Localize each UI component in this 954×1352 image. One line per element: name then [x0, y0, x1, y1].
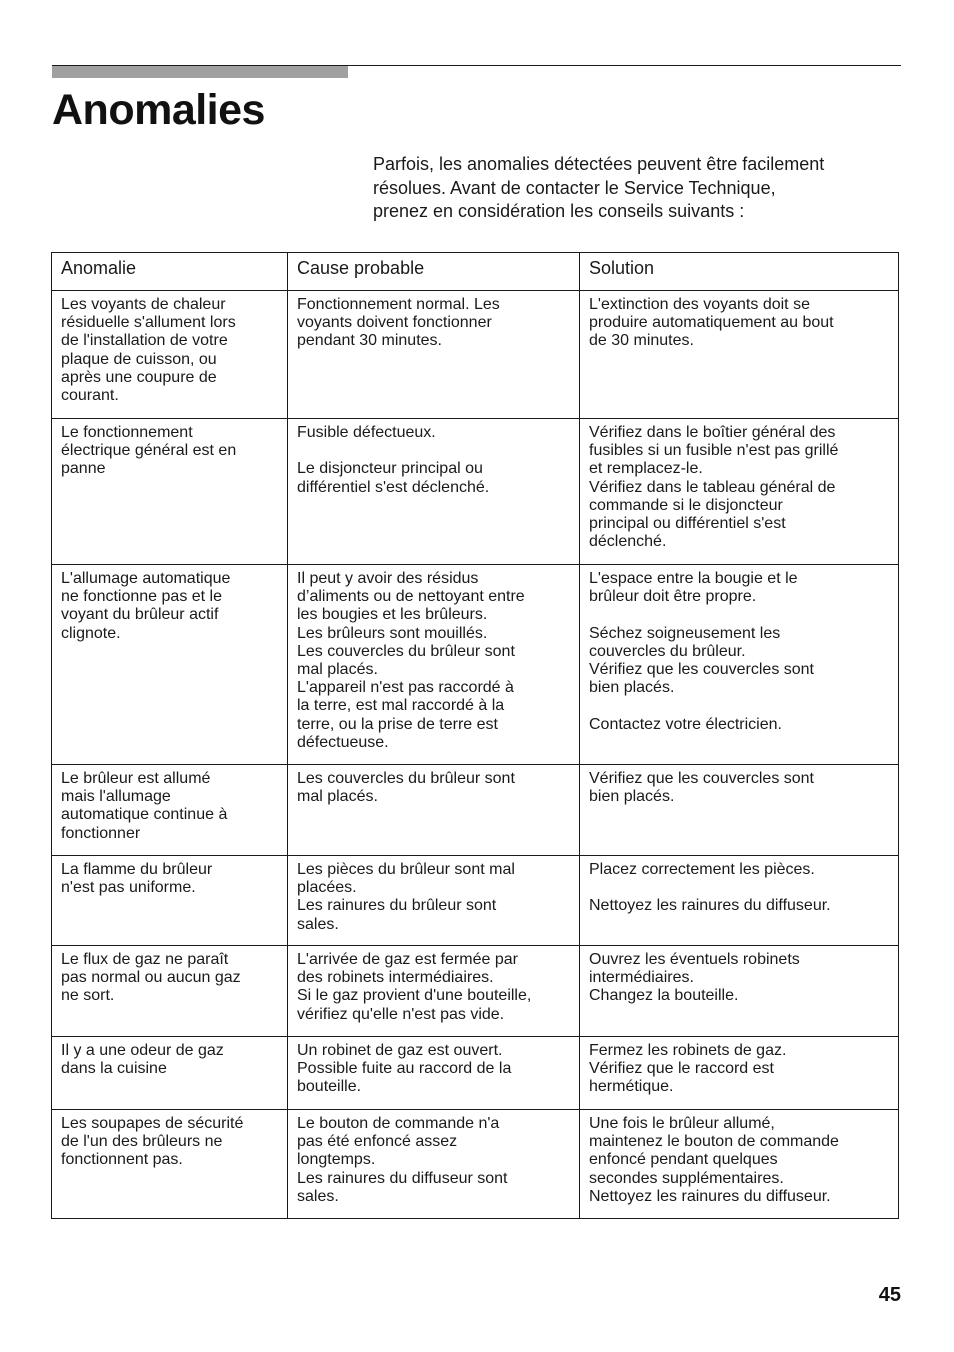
cell-solution: [580, 765, 899, 856]
cell-text-line: Une fois le brûleur allumé,: [589, 1115, 775, 1132]
cell-text-line: bien placés.: [589, 679, 675, 697]
cell-text-line: placées.: [297, 879, 357, 897]
cell-text-line: couvercles du brûleur.: [589, 642, 746, 660]
cell-text-line: Le bouton de commande n'a: [297, 1115, 500, 1132]
cell-text-line: L'allumage automatique: [61, 570, 231, 587]
cell-text-line: Vérifiez que les couvercles sont: [589, 770, 814, 787]
cell-anomaly: [52, 1110, 288, 1219]
cell-text-line: résiduelle s'allument lors: [61, 314, 236, 332]
cell-text-line: secondes supplémentaires.: [589, 1169, 784, 1187]
cell-text-line: Le disjoncteur principal ou: [297, 460, 483, 478]
table-row: [52, 946, 899, 1037]
cell-solution: [580, 291, 899, 419]
cell-text-line: Si le gaz provient d'une bouteille,: [297, 987, 532, 1005]
cell-solution: [580, 419, 899, 565]
cell-text-line: fonctionnent pas.: [61, 1151, 183, 1169]
page-title: Anomalies: [52, 86, 265, 134]
cell-text-line: terre, ou la prise de terre est: [297, 715, 498, 733]
table-body: [52, 291, 899, 1219]
cell-anomaly: [52, 765, 288, 856]
table-row: [52, 1037, 899, 1110]
cell-solution: [580, 565, 899, 765]
cell-text-line: Séchez soigneusement les: [589, 624, 781, 642]
cell-text-line: L'espace entre la bougie et le: [589, 570, 798, 587]
cell-anomaly: [52, 565, 288, 765]
cell-text-line: et remplacez-le.: [589, 460, 703, 478]
cell-text-line: des robinets intermédiaires.: [297, 969, 494, 987]
cell-text-line: défectueuse.: [297, 733, 389, 751]
cell-text-line: bien placés.: [589, 788, 675, 806]
cell-text-line: Vérifiez dans le tableau général de: [589, 478, 836, 496]
cell-text-line: n'est pas uniforme.: [61, 879, 196, 897]
cell-cause: [288, 565, 580, 765]
header-solution: Solution: [580, 253, 899, 291]
cell-text-line: Les voyants de chaleur: [61, 296, 226, 313]
cell-text-line: maintenez le bouton de commande: [589, 1133, 839, 1151]
cell-spacer: [589, 606, 890, 624]
intro-line: Parfois, les anomalies détectées peuvent être facilement: [373, 154, 825, 174]
table-row: [52, 765, 899, 856]
cell-text-line: Placez correctement les pièces.: [589, 861, 815, 878]
table-header-row: [52, 253, 899, 291]
cell-text-line: Contactez votre électricien.: [589, 715, 782, 733]
cell-text-line: voyant du brûleur actif: [61, 606, 219, 624]
cell-text-line: intermédiaires.: [589, 969, 694, 987]
cell-text-line: pas normal ou aucun gaz: [61, 969, 241, 987]
table-row: [52, 856, 899, 946]
cell-text-line: après une coupure de: [61, 368, 217, 386]
cell-text-line: mais l'allumage: [61, 788, 171, 806]
cell-cause: [288, 1037, 580, 1110]
cell-text-line: de 30 minutes.: [589, 332, 694, 350]
cell-text-line: Ouvrez les éventuels robinets: [589, 951, 800, 968]
cell-spacer: [589, 697, 890, 715]
cell-text-line: Les soupapes de sécurité: [61, 1115, 244, 1132]
cell-text-line: Le fonctionnement: [61, 424, 193, 441]
cell-text-line: plaque de cuisson, ou: [61, 350, 217, 368]
cell-text-line: Nettoyez les rainures du diffuseur.: [589, 897, 831, 915]
cell-text-line: Le brûleur est allumé: [61, 770, 211, 787]
cell-text-line: sales.: [297, 1187, 339, 1205]
cell-text-line: fonctionner: [61, 824, 141, 842]
cell-text-line: voyants doivent fonctionner: [297, 314, 492, 332]
cell-cause: [288, 856, 580, 946]
cell-text-line: de l'installation de votre: [61, 332, 228, 350]
cell-text-line: automatique continue à: [61, 806, 228, 824]
table-row: [52, 1110, 899, 1219]
header-cause: Cause probable: [288, 253, 580, 291]
cell-text-line: La flamme du brûleur: [61, 861, 213, 878]
cell-cause: [288, 419, 580, 565]
cell-solution: [580, 1037, 899, 1110]
cell-anomaly: [52, 856, 288, 946]
cell-text-line: déclenché.: [589, 533, 667, 551]
cell-text-line: Il peut y avoir des résidus: [297, 570, 479, 587]
page-number: 45: [878, 1284, 901, 1306]
cell-text-line: Vérifiez dans le boîtier général des: [589, 424, 836, 441]
cell-text-line: d’aliments ou de nettoyant entre: [297, 588, 525, 606]
cell-text-line: Un robinet de gaz est ouvert.: [297, 1042, 503, 1059]
cell-cause: [288, 291, 580, 419]
cell-text-line: clignote.: [61, 624, 121, 642]
cell-cause: [288, 946, 580, 1037]
cell-text-line: Changez la bouteille.: [589, 987, 739, 1005]
cell-text-line: L'extinction des voyants doit se: [589, 296, 810, 313]
table-row: [52, 419, 899, 565]
cell-text-line: dans la cuisine: [61, 1060, 167, 1078]
cell-text-line: Les pièces du brûleur sont mal: [297, 861, 515, 878]
cell-text-line: panne: [61, 460, 106, 478]
cell-text-line: courant.: [61, 387, 119, 405]
cell-text-line: produire automatiquement au bout: [589, 314, 834, 332]
cell-text-line: Il y a une odeur de gaz: [61, 1042, 224, 1059]
cell-text-line: sales.: [297, 915, 339, 933]
cell-text-line: Les couvercles du brûleur sont: [297, 642, 515, 660]
cell-spacer: [589, 879, 890, 897]
top-rule-bar: [52, 66, 348, 78]
cell-text-line: Le flux de gaz ne paraît: [61, 951, 229, 968]
cell-text-line: mal placés.: [297, 788, 378, 806]
troubleshooting-table: [51, 252, 899, 1219]
cell-anomaly: [52, 946, 288, 1037]
cell-text-line: Possible fuite au raccord de la: [297, 1060, 512, 1078]
cell-text-line: Les couvercles du brûleur sont: [297, 770, 515, 787]
cell-solution: [580, 1110, 899, 1219]
cell-text-line: bouteille.: [297, 1078, 362, 1096]
cell-anomaly: [52, 419, 288, 565]
cell-text-line: ne sort.: [61, 987, 115, 1005]
cell-text-line: différentiel s'est déclenché.: [297, 478, 490, 496]
cell-text-line: enfoncé pendant quelques: [589, 1151, 778, 1169]
cell-text-line: mal placés.: [297, 661, 378, 679]
cell-text-line: Les brûleurs sont mouillés.: [297, 624, 488, 642]
cell-text-line: de l'un des brûleurs ne: [61, 1133, 223, 1151]
cell-text-line: longtemps.: [297, 1151, 376, 1169]
cell-text-line: Les rainures du diffuseur sont: [297, 1169, 508, 1187]
cell-text-line: brûleur doit être propre.: [589, 588, 757, 606]
table-row: [52, 565, 899, 765]
cell-text-line: ne fonctionne pas et le: [61, 588, 223, 606]
intro-paragraph: [373, 153, 913, 224]
table-row: [52, 291, 899, 419]
cell-text-line: commande si le disjoncteur: [589, 496, 783, 514]
cell-text-line: Fermez les robinets de gaz.: [589, 1042, 787, 1059]
header-anomaly: Anomalie: [52, 253, 288, 291]
cell-cause: [288, 1110, 580, 1219]
cell-solution: [580, 856, 899, 946]
cell-cause: [288, 765, 580, 856]
cell-text-line: vérifiez qu'elle n'est pas vide.: [297, 1005, 505, 1023]
cell-text-line: Vérifiez que les couvercles sont: [589, 661, 814, 678]
intro-line: résolues. Avant de contacter le Service Technique,: [373, 177, 776, 198]
cell-text-line: Nettoyez les rainures du diffuseur.: [589, 1187, 831, 1205]
cell-text-line: pendant 30 minutes.: [297, 332, 442, 350]
cell-text-line: principal ou différentiel s'est: [589, 515, 786, 533]
cell-text-line: Les rainures du brûleur sont: [297, 897, 497, 915]
cell-text-line: les bougies et les brûleurs.: [297, 606, 488, 624]
cell-solution: [580, 946, 899, 1037]
cell-text-line: la terre, est mal raccordé à la: [297, 697, 505, 715]
cell-text-line: électrique général est en: [61, 442, 237, 460]
cell-text-line: Fusible défectueux.: [297, 424, 436, 441]
cell-text-line: Fonctionnement normal. Les: [297, 296, 500, 313]
cell-anomaly: [52, 1037, 288, 1110]
cell-text-line: hermétique.: [589, 1078, 674, 1096]
cell-spacer: [297, 442, 571, 460]
cell-text-line: L'appareil n'est pas raccordé à: [297, 679, 514, 697]
cell-text-line: L'arrivée de gaz est fermée par: [297, 951, 518, 968]
cell-text-line: pas été enfoncé assez: [297, 1133, 458, 1151]
cell-anomaly: [52, 291, 288, 419]
cell-text-line: Vérifiez que le raccord est: [589, 1060, 774, 1078]
cell-text-line: fusibles si un fusible n'est pas grillé: [589, 442, 839, 460]
intro-line: prenez en considération les conseils suivants :: [373, 201, 745, 221]
